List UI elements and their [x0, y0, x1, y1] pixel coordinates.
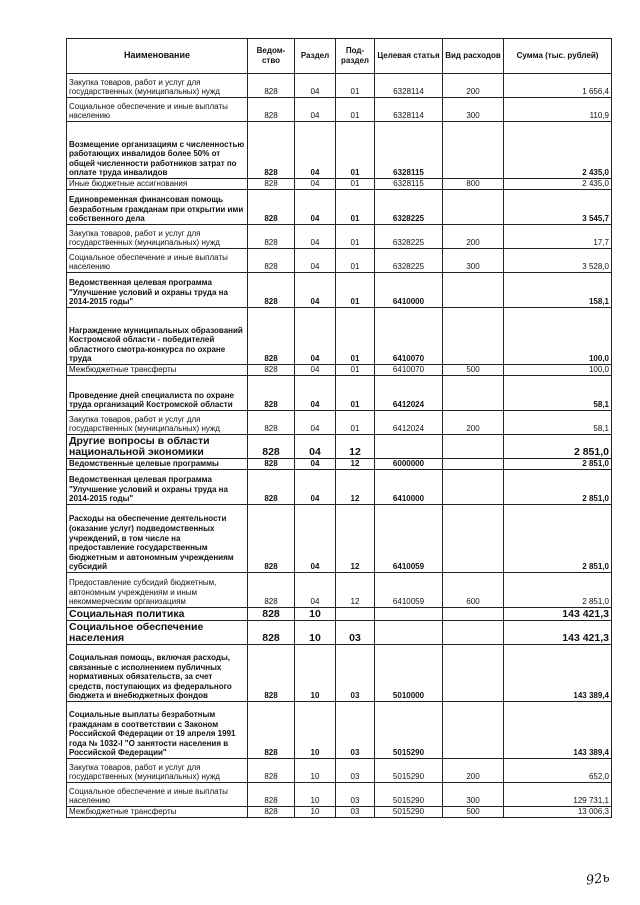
row-sum: 143 421,3 — [504, 621, 612, 645]
row-name: Иные бюджетные ассигнования — [67, 179, 248, 190]
table-body — [67, 74, 612, 818]
row-razdel: 04 — [295, 74, 336, 98]
row-name: Другие вопросы в области национальной экономики — [67, 435, 248, 459]
row-name: Межбюджетные трансферты — [67, 807, 248, 818]
row-expense-type — [443, 505, 504, 573]
row-razdel: 04 — [295, 179, 336, 190]
header-name: Наименование — [67, 39, 248, 74]
row-ved: 828 — [248, 608, 295, 621]
handwritten-page-number: 92ь — [585, 870, 611, 889]
row-sum: 158,1 — [504, 273, 612, 308]
row-name: Ведомственная целевая программа "Улучшение условий и охраны труда на 2014-2015 годы" — [67, 273, 248, 308]
row-podrazdel: 01 — [336, 376, 375, 411]
row-razdel: 04 — [295, 308, 336, 365]
header-ved: Ведом-ство — [248, 39, 295, 74]
row-podrazdel: 03 — [336, 783, 375, 807]
row-razdel: 10 — [295, 783, 336, 807]
row-expense-type — [443, 645, 504, 702]
row-name: Проведение дней специалиста по охране труда организаций Костромской области — [67, 376, 248, 411]
row-expense-type — [443, 608, 504, 621]
row-razdel: 10 — [295, 702, 336, 759]
row-target-article: 6410059 — [375, 573, 443, 608]
row-ved: 828 — [248, 702, 295, 759]
row-razdel: 10 — [295, 645, 336, 702]
row-podrazdel: 01 — [336, 98, 375, 122]
row-ved: 828 — [248, 505, 295, 573]
row-sum: 13 006,3 — [504, 807, 612, 818]
row-ved: 828 — [248, 365, 295, 376]
row-podrazdel: 01 — [336, 190, 375, 225]
table-row — [67, 459, 612, 470]
table-row — [67, 505, 612, 573]
row-target-article: 6410000 — [375, 273, 443, 308]
row-ved: 828 — [248, 225, 295, 249]
row-ved: 828 — [248, 459, 295, 470]
row-name: Межбюджетные трансферты — [67, 365, 248, 376]
row-name: Социальное обеспечение населения — [67, 621, 248, 645]
row-target-article — [375, 435, 443, 459]
row-razdel: 04 — [295, 122, 336, 179]
row-razdel: 04 — [295, 249, 336, 273]
row-ved: 828 — [248, 645, 295, 702]
header-podrazdel: Под-раздел — [336, 39, 375, 74]
row-razdel: 04 — [295, 435, 336, 459]
table-row — [67, 376, 612, 411]
row-name: Социальная помощь, включая расходы, связанные с исполнением публичных нормативных обязательств, за счет средств, поступающих из федерального бюджета и внебюджетных фондов — [67, 645, 248, 702]
row-razdel: 10 — [295, 621, 336, 645]
row-target-article: 6328225 — [375, 190, 443, 225]
row-name: Социальная политика — [67, 608, 248, 621]
row-name: Награждение муниципальных образований Костромской области - победителей областного смотра-конкурса по охране труда — [67, 308, 248, 365]
table-row — [67, 608, 612, 621]
row-ved: 828 — [248, 179, 295, 190]
table-row — [67, 621, 612, 645]
row-expense-type — [443, 470, 504, 505]
row-ved: 828 — [248, 249, 295, 273]
row-sum: 143 421,3 — [504, 608, 612, 621]
row-podrazdel: 01 — [336, 179, 375, 190]
row-razdel: 04 — [295, 190, 336, 225]
row-razdel: 04 — [295, 98, 336, 122]
table-row — [67, 411, 612, 435]
row-ved: 828 — [248, 98, 295, 122]
row-podrazdel: 12 — [336, 505, 375, 573]
row-expense-type: 500 — [443, 365, 504, 376]
row-target-article: 5015290 — [375, 702, 443, 759]
row-podrazdel: 03 — [336, 621, 375, 645]
row-target-article — [375, 621, 443, 645]
row-target-article: 5015290 — [375, 807, 443, 818]
row-expense-type — [443, 122, 504, 179]
row-podrazdel: 12 — [336, 435, 375, 459]
row-name: Закупка товаров, работ и услуг для государственных (муниципальных) нужд — [67, 225, 248, 249]
row-target-article: 6410070 — [375, 365, 443, 376]
row-ved: 828 — [248, 759, 295, 783]
header-expense-type: Вид расходов — [443, 39, 504, 74]
row-sum: 129 731,1 — [504, 783, 612, 807]
row-sum: 100,0 — [504, 365, 612, 376]
row-podrazdel: 01 — [336, 249, 375, 273]
table-row — [67, 308, 612, 365]
row-expense-type: 500 — [443, 807, 504, 818]
table-row — [67, 179, 612, 190]
row-expense-type: 200 — [443, 74, 504, 98]
row-sum: 3 528,0 — [504, 249, 612, 273]
table-row — [67, 98, 612, 122]
row-expense-type: 300 — [443, 249, 504, 273]
row-sum: 143 389,4 — [504, 645, 612, 702]
row-sum: 2 851,0 — [504, 573, 612, 608]
table-row — [67, 702, 612, 759]
row-razdel: 04 — [295, 365, 336, 376]
table-row — [67, 225, 612, 249]
row-ved: 828 — [248, 308, 295, 365]
row-expense-type: 300 — [443, 98, 504, 122]
table-row — [67, 783, 612, 807]
row-name: Социальное обеспечение и иные выплаты населению — [67, 98, 248, 122]
row-name: Предоставление субсидий бюджетным, автономным учреждениям и иным некоммерческим организациям — [67, 573, 248, 608]
row-expense-type — [443, 621, 504, 645]
row-target-article — [375, 608, 443, 621]
row-expense-type — [443, 435, 504, 459]
row-podrazdel: 01 — [336, 273, 375, 308]
row-name: Ведомственные целевые программы — [67, 459, 248, 470]
row-target-article: 6328225 — [375, 225, 443, 249]
row-ved: 828 — [248, 411, 295, 435]
row-sum: 58,1 — [504, 376, 612, 411]
row-ved: 828 — [248, 573, 295, 608]
row-podrazdel: 01 — [336, 122, 375, 179]
row-podrazdel: 01 — [336, 365, 375, 376]
row-ved: 828 — [248, 435, 295, 459]
row-razdel: 04 — [295, 376, 336, 411]
row-target-article: 5010000 — [375, 645, 443, 702]
row-target-article: 6412024 — [375, 376, 443, 411]
row-target-article: 5015290 — [375, 759, 443, 783]
row-podrazdel: 12 — [336, 470, 375, 505]
row-name: Социальные выплаты безработным гражданам в соответствии с Законом Российской Федерации от 19 апреля 1991 года № 1032-I "О занятости населения в Российской Федерации" — [67, 702, 248, 759]
row-target-article: 6328225 — [375, 249, 443, 273]
row-podrazdel: 12 — [336, 573, 375, 608]
row-razdel: 04 — [295, 470, 336, 505]
row-razdel: 04 — [295, 225, 336, 249]
row-sum: 3 545,7 — [504, 190, 612, 225]
row-expense-type: 200 — [443, 411, 504, 435]
row-razdel: 10 — [295, 759, 336, 783]
row-razdel: 10 — [295, 608, 336, 621]
row-ved: 828 — [248, 470, 295, 505]
table-row — [67, 74, 612, 98]
row-ved: 828 — [248, 376, 295, 411]
row-ved: 828 — [248, 807, 295, 818]
row-expense-type — [443, 190, 504, 225]
row-expense-type — [443, 459, 504, 470]
row-ved: 828 — [248, 783, 295, 807]
row-expense-type: 800 — [443, 179, 504, 190]
row-razdel: 04 — [295, 505, 336, 573]
table-row — [67, 190, 612, 225]
table-header-row — [67, 39, 612, 74]
row-expense-type — [443, 273, 504, 308]
table-row — [67, 470, 612, 505]
row-sum: 110,9 — [504, 98, 612, 122]
row-razdel: 04 — [295, 573, 336, 608]
row-target-article: 6328115 — [375, 122, 443, 179]
header-sum: Сумма (тыс. рублей) — [504, 39, 612, 74]
row-podrazdel: 01 — [336, 225, 375, 249]
row-razdel: 04 — [295, 411, 336, 435]
row-podrazdel: 03 — [336, 645, 375, 702]
header-razdel: Раздел — [295, 39, 336, 74]
row-sum: 652,0 — [504, 759, 612, 783]
row-podrazdel: 01 — [336, 411, 375, 435]
row-podrazdel: 03 — [336, 807, 375, 818]
row-podrazdel: 01 — [336, 308, 375, 365]
table-row — [67, 573, 612, 608]
row-expense-type: 200 — [443, 759, 504, 783]
table-row — [67, 807, 612, 818]
row-sum: 2 435,0 — [504, 122, 612, 179]
row-razdel: 04 — [295, 273, 336, 308]
row-expense-type: 200 — [443, 225, 504, 249]
row-ved: 828 — [248, 74, 295, 98]
row-expense-type — [443, 308, 504, 365]
row-razdel: 10 — [295, 807, 336, 818]
row-target-article: 6410059 — [375, 505, 443, 573]
row-ved: 828 — [248, 621, 295, 645]
row-sum: 2 435,0 — [504, 179, 612, 190]
row-sum: 2 851,0 — [504, 505, 612, 573]
table-row — [67, 645, 612, 702]
row-target-article: 6412024 — [375, 411, 443, 435]
budget-table-sheet — [66, 38, 612, 818]
row-target-article: 6328114 — [375, 98, 443, 122]
row-ved: 828 — [248, 122, 295, 179]
row-podrazdel: 03 — [336, 702, 375, 759]
row-name: Социальное обеспечение и иные выплаты населению — [67, 783, 248, 807]
row-target-article: 6328115 — [375, 179, 443, 190]
row-sum: 17,7 — [504, 225, 612, 249]
row-sum: 2 851,0 — [504, 459, 612, 470]
row-podrazdel: 01 — [336, 74, 375, 98]
header-target-article: Целевая статья — [375, 39, 443, 74]
table-row — [67, 759, 612, 783]
table-row — [67, 435, 612, 459]
row-target-article: 6328114 — [375, 74, 443, 98]
row-sum: 58,1 — [504, 411, 612, 435]
row-podrazdel: 12 — [336, 459, 375, 470]
table-row — [67, 122, 612, 179]
row-target-article: 5015290 — [375, 783, 443, 807]
row-razdel: 04 — [295, 459, 336, 470]
row-name: Закупка товаров, работ и услуг для государственных (муниципальных) нужд — [67, 411, 248, 435]
row-target-article: 6000000 — [375, 459, 443, 470]
row-name: Социальное обеспечение и иные выплаты населению — [67, 249, 248, 273]
row-name: Ведомственная целевая программа "Улучшение условий и охраны труда на 2014-2015 годы" — [67, 470, 248, 505]
row-sum: 100,0 — [504, 308, 612, 365]
row-ved: 828 — [248, 190, 295, 225]
table-row — [67, 365, 612, 376]
row-expense-type — [443, 702, 504, 759]
row-name: Расходы на обеспечение деятельности (оказание услуг) подведомственных учреждений, в том числе на предоставление государственным бюджетным и автономным учреждениям субсидий — [67, 505, 248, 573]
row-target-article: 6410000 — [375, 470, 443, 505]
row-podrazdel — [336, 608, 375, 621]
row-sum: 2 851,0 — [504, 435, 612, 459]
row-name: Возмещение организациям с численностью работающих инвалидов более 50% от общей численности работников затрат по оплате труда инвалидов — [67, 122, 248, 179]
table-row — [67, 249, 612, 273]
budget-table — [66, 38, 612, 818]
row-ved: 828 — [248, 273, 295, 308]
row-target-article: 6410070 — [375, 308, 443, 365]
row-name: Закупка товаров, работ и услуг для государственных (муниципальных) нужд — [67, 759, 248, 783]
row-name: Закупка товаров, работ и услуг для государственных (муниципальных) нужд — [67, 74, 248, 98]
row-expense-type: 300 — [443, 783, 504, 807]
row-name: Единовременная финансовая помощь безработным гражданам при открытии ими собственного дела — [67, 190, 248, 225]
row-podrazdel: 03 — [336, 759, 375, 783]
row-expense-type: 600 — [443, 573, 504, 608]
table-row — [67, 273, 612, 308]
row-sum: 143 389,4 — [504, 702, 612, 759]
row-expense-type — [443, 376, 504, 411]
row-sum: 1 656,4 — [504, 74, 612, 98]
row-sum: 2 851,0 — [504, 470, 612, 505]
